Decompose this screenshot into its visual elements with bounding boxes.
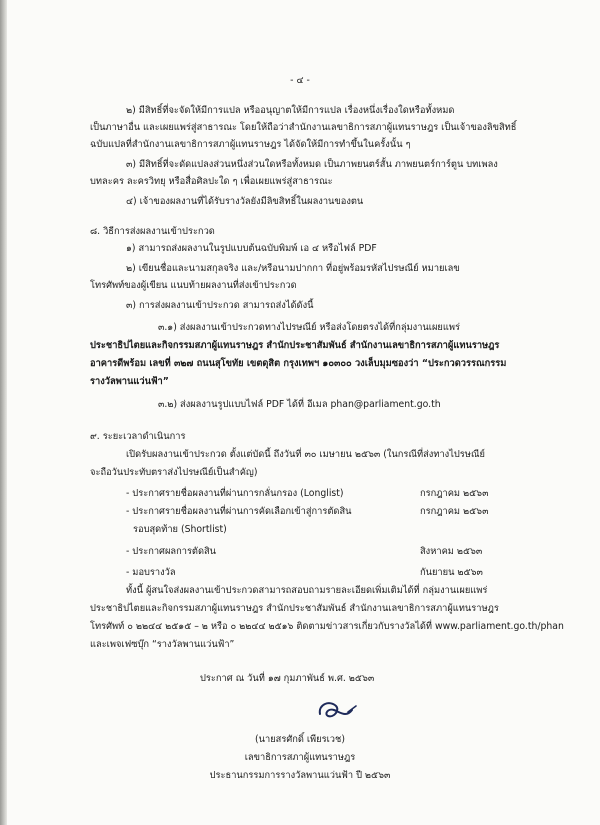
schedule-date-award: กันยายน ๒๕๖๓ [420,567,483,578]
section-8-item-3: ๓) การส่งผลงานเข้าประกวด สามารถส่งได้ดังนี้ [126,300,314,311]
rights-item-4: ๔) เจ้าของผลงานที่ได้รับรางวัลยังมีลิขสิทธิ์ในผลงานของตน [126,196,364,207]
rights-item-2-line-3: ฉบับแปลที่สำนักงานเลขาธิการสภาผู้แทนราษฎร ได้จัดให้มีการทำขึ้นในครั้งนั้น ๆ [90,139,411,150]
schedule-item-shortlist-cont: รอบสุดท้าย (Shortlist) [133,524,227,535]
schedule-date-longlist: กรกฎาคม ๒๕๖๓ [420,488,489,499]
signatory-title-1: เลขาธิการสภาผู้แทนราษฎร [244,752,356,763]
section-9-heading: ๙. ระยะเวลาดำเนินการ [90,431,186,442]
signatory-name: (นายสรศักดิ์ เพียรเวช) [255,734,345,745]
contact-line-2: ประชาธิปไตยและกิจกรรมสภาผู้แทนราษฎร สำนักประชาสัมพันธ์ สำนักงานเลขาธิการสภาผู้แทนราษฎร [90,603,499,614]
rights-item-2-line-2: เป็นภาษาอื่น และเผยแพร่สู่สาธารณะ โดยให้ถือว่าสำนักงานเลขาธิการสภาผู้แทนราษฎร เป็นเจ้าของลิขสิทธิ์ [90,122,517,133]
section-8-heading: ๘. วิธีการส่งผลงานเข้าประกวด [90,226,215,237]
signatory-title-2: ประธานกรรมการรางวัลพานแว่นฟ้า ปี ๒๕๖๓ [209,770,391,781]
schedule-item-longlist: - ประกาศรายชื่อผลงานที่ผ่านการกลั่นกรอง (Longlist) [126,488,344,499]
section-8-item-2-line-2: โทรศัพท์ของผู้เขียน แนบท้ายผลงานที่ส่งเข้าประกวด [90,280,297,291]
schedule-date-shortlist: กรกฎาคม ๒๕๖๓ [420,506,489,517]
contact-line-3: โทรศัพท์ ๐ ๒๒๔๔ ๒๕๑๕ – ๒ หรือ ๐ ๒๒๔๔ ๒๕๑๖ ติดตามข่าวสารเกี่ยวกับรางวัลได้ที่ www.parliament.go.th/phan [90,621,564,632]
contact-line-4: และเพจเฟซบุ๊ก “รางวัลพานแว่นฟ้า” [90,639,235,650]
signature-image [312,692,364,726]
schedule-item-award: - มอบรางวัล [126,567,176,578]
section-8-item-1: ๑) สามารถส่งผลงานในรูปแบบต้นฉบับพิมพ์ เอ ๔ หรือไฟล์ PDF [126,243,377,254]
page-number: - ๔ - [290,75,310,86]
rights-item-2-line-1: ๒) มีสิทธิ์ที่จะจัดให้มีการแปล หรืออนุญาตให้มีการแปล เรื่องหนึ่งเรื่องใดหรือทั้งหมด [126,105,455,116]
schedule-item-shortlist: - ประกาศรายชื่อผลงานที่ผ่านการคัดเลือกเข้าสู่การตัดสิน [126,506,352,517]
section-8-item-3-1-line-3: อาคารดีพร้อม เลขที่ ๓๒๗ ถนนสุโขทัย เขตดุสิต กรุงเทพฯ ๑๐๓๐๐ วงเล็บมุมซองว่า “ประกวดวรรณกรรม [90,358,507,369]
announcement-date: ประกาศ ณ วันที่ ๑๗ กุมภาพันธ์ พ.ศ. ๒๕๖๓ [200,673,375,684]
rights-item-3-line-2: บทละคร ละครวิทยุ หรือสื่อศิลปะใด ๆ เพื่อเผยแพร่สู่สาธารณะ [90,176,333,187]
section-8-item-3-1-line-4: รางวัลพานแว่นฟ้า” [90,376,169,387]
section-8-item-3-1-line-1: ๓.๑) ส่งผลงานเข้าประกวดทางไปรษณีย์ หรือส่งโดยตรงได้ที่กลุ่มงานเผยแพร่ [158,322,460,333]
contact-line-1: ทั้งนี้ ผู้สนใจส่งผลงานเข้าประกวดสามารถสอบถามรายละเอียดเพิ่มเติมได้ที่ กลุ่มงานเผยแพร่ [126,585,488,596]
section-9-intro-line-1: เปิดรับผลงานเข้าประกวด ตั้งแต่บัดนี้ ถึงวันที่ ๓๐ เมษายน ๒๕๖๓ (ในกรณีที่ส่งทางไปรษณีย์ [126,449,485,460]
schedule-item-results: - ประกาศผลการตัดสิน [126,546,217,557]
section-8-item-3-2: ๓.๒) ส่งผลงานรูปแบบไฟล์ PDF ได้ที่ อีเมล phan@parliament.go.th [158,399,441,410]
section-9-intro-line-2: จะถือวันประทับตราส่งไปรษณีย์เป็นสำคัญ) [90,467,258,478]
section-8-item-2-line-1: ๒) เขียนชื่อและนามสกุลจริง และ/หรือนามปากกา ที่อยู่พร้อมรหัสไปรษณีย์ หมายเลข [126,263,460,274]
section-8-item-3-1-line-2: ประชาธิปไตยและกิจกรรมสภาผู้แทนราษฎร สำนักประชาสัมพันธ์ สำนักงานเลขาธิการสภาผู้แทนราษฎร [90,340,500,351]
rights-item-3-line-1: ๓) มีสิทธิ์ที่จะดัดแปลงส่วนหนึ่งส่วนใดหรือทั้งหมด เป็นภาพยนตร์สั้น ภาพยนตร์การ์ตูน บทเพลง [126,159,498,170]
schedule-date-results: สิงหาคม ๒๕๖๓ [420,546,483,557]
